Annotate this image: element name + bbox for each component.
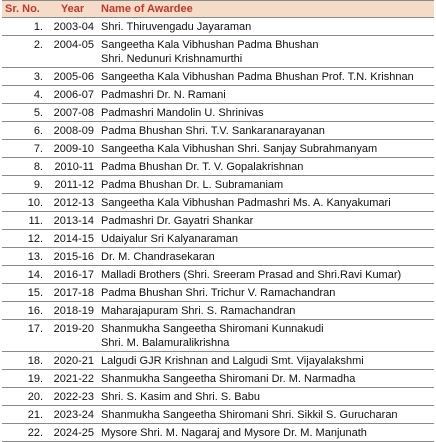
row-sr-no: 6.	[2, 122, 47, 140]
table-row	[2, 68, 434, 86]
row-sr-no: 9.	[2, 176, 47, 194]
row-awardee-name	[98, 104, 434, 122]
awardee-name-line: Shri. S. Kasim and Shri. S. Babu	[101, 390, 260, 403]
awardee-name-line: Shri. Thiruvengadu Jayaraman	[101, 20, 252, 33]
header-sr-no: Sr. No.	[2, 1, 47, 18]
table-body	[2, 18, 434, 442]
awardee-name-line: Sangeetha Kala Vibhushan Padma Bhushan	[101, 38, 319, 51]
row-year: 2003-04	[47, 18, 98, 36]
row-awardee-name	[98, 352, 434, 370]
row-sr-no: 2.	[2, 36, 47, 68]
row-year: 2008-09	[47, 122, 98, 140]
row-year: 2009-10	[47, 140, 98, 158]
header-name-of-awardee: Name of Awardee	[98, 1, 434, 18]
row-year: 2018-19	[47, 302, 98, 320]
awardee-name-line: Shri. Nedunuri Krishnamurthi	[101, 52, 243, 65]
row-year: 2023-24	[47, 406, 98, 424]
row-year: 2024-25	[47, 424, 98, 442]
row-awardee-name	[98, 176, 434, 194]
row-awardee-name	[98, 158, 434, 176]
row-awardee-name	[98, 122, 434, 140]
awardee-name-line: Padmashri Dr. Gayatri Shankar	[101, 214, 254, 227]
awardee-name-line: Padma Bhushan Dr. L. Subramaniam	[101, 178, 284, 191]
row-sr-no: 18.	[2, 352, 47, 370]
awardee-name-line: Udaiyalur Sri Kalyanaraman	[101, 232, 238, 245]
awardee-name-line: Sangeetha Kala Vibhushan Padmashri Ms. A. Kanyakumari	[101, 196, 391, 209]
row-awardee-name	[98, 370, 434, 388]
row-awardee-name	[98, 68, 434, 86]
table-row	[2, 36, 434, 68]
table-row	[2, 302, 434, 320]
row-sr-no: 17.	[2, 320, 47, 352]
row-year: 2015-16	[47, 248, 98, 266]
table-row	[2, 388, 434, 406]
row-awardee-name	[98, 86, 434, 104]
table-row	[2, 424, 434, 442]
row-year: 2005-06	[47, 68, 98, 86]
row-year: 2016-17	[47, 266, 98, 284]
awardee-name-line: Lalgudi GJR Krishnan and Lalgudi Smt. Vijayalakshmi	[101, 354, 364, 367]
row-sr-no: 15.	[2, 284, 47, 302]
row-awardee-name	[98, 284, 434, 302]
row-year: 2017-18	[47, 284, 98, 302]
row-sr-no: 16.	[2, 302, 47, 320]
row-awardee-name	[98, 320, 434, 352]
row-awardee-name	[98, 140, 434, 158]
awardee-name-line: Shanmukha Sangeetha Shiromani Kunnakudi	[101, 322, 324, 335]
row-year: 2020-21	[47, 352, 98, 370]
row-year: 2004-05	[47, 36, 98, 68]
row-awardee-name	[98, 18, 434, 36]
table-row	[2, 140, 434, 158]
row-sr-no: 8.	[2, 158, 47, 176]
awardee-name-line: Padma Bhushan Dr. T. V. Gopalakrishnan	[101, 160, 304, 173]
header-year: Year	[47, 1, 98, 18]
awardees-table	[2, 0, 434, 442]
row-sr-no: 22.	[2, 424, 47, 442]
row-awardee-name	[98, 388, 434, 406]
table-row	[2, 194, 434, 212]
row-sr-no: 20.	[2, 388, 47, 406]
row-awardee-name	[98, 248, 434, 266]
awardee-name-line: Padmashri Mandolin U. Shrinivas	[101, 106, 264, 119]
awardee-name-line: Malladi Brothers (Shri. Sreeram Prasad and Shri.Ravi Kumar)	[101, 268, 402, 281]
awardee-name-line: Shanmukha Sangeetha Shiromani Shri. Sikkil S. Gurucharan	[101, 408, 398, 421]
table-row	[2, 104, 434, 122]
row-sr-no: 1.	[2, 18, 47, 36]
row-year: 2012-13	[47, 194, 98, 212]
table-row	[2, 18, 434, 36]
table-row	[2, 212, 434, 230]
row-year: 2019-20	[47, 320, 98, 352]
row-sr-no: 11.	[2, 212, 47, 230]
row-awardee-name	[98, 36, 434, 68]
row-year: 2010-11	[47, 158, 98, 176]
table-row	[2, 158, 434, 176]
row-sr-no: 4.	[2, 86, 47, 104]
table-row	[2, 406, 434, 424]
table-row	[2, 122, 434, 140]
table-row	[2, 176, 434, 194]
row-sr-no: 12.	[2, 230, 47, 248]
awardee-name-line: Shri. M. Balamuralikrishna	[101, 336, 230, 349]
table-row	[2, 266, 434, 284]
row-year: 2011-12	[47, 176, 98, 194]
row-year: 2014-15	[47, 230, 98, 248]
awardee-name-line: Mysore Shri. M. Nagaraj and Mysore Dr. M. Manjunath	[101, 426, 367, 439]
table-row	[2, 248, 434, 266]
row-sr-no: 19.	[2, 370, 47, 388]
row-year: 2021-22	[47, 370, 98, 388]
awardee-name-line: Padmashri Dr. N. Ramani	[101, 88, 226, 101]
awardee-name-line: Dr. M. Chandrasekaran	[101, 250, 215, 263]
awardee-name-line: Shanmukha Sangeetha Shiromani Dr. M. Narmadha	[101, 372, 356, 385]
row-sr-no: 21.	[2, 406, 47, 424]
row-awardee-name	[98, 194, 434, 212]
row-awardee-name	[98, 230, 434, 248]
row-sr-no: 14.	[2, 266, 47, 284]
row-sr-no: 5.	[2, 104, 47, 122]
row-year: 2022-23	[47, 388, 98, 406]
table-row	[2, 320, 434, 352]
row-year: 2007-08	[47, 104, 98, 122]
table-header	[2, 1, 434, 18]
row-sr-no: 10.	[2, 194, 47, 212]
row-awardee-name	[98, 424, 434, 442]
table-row	[2, 284, 434, 302]
row-sr-no: 13.	[2, 248, 47, 266]
row-awardee-name	[98, 212, 434, 230]
table-row	[2, 86, 434, 104]
row-awardee-name	[98, 302, 434, 320]
row-awardee-name	[98, 266, 434, 284]
awardee-name-line: Padma Bhushan Shri. Trichur V. Ramachandran	[101, 286, 336, 299]
table-row	[2, 370, 434, 388]
row-sr-no: 3.	[2, 68, 47, 86]
row-awardee-name	[98, 406, 434, 424]
awardee-name-line: Maharajapuram Shri. S. Ramachandran	[101, 304, 296, 317]
row-sr-no: 7.	[2, 140, 47, 158]
row-year: 2013-14	[47, 212, 98, 230]
table-row	[2, 230, 434, 248]
row-year: 2006-07	[47, 86, 98, 104]
awardee-name-line: Sangeetha Kala Vibhushan Shri. Sanjay Subrahmanyam	[101, 142, 378, 155]
table-row	[2, 352, 434, 370]
awardee-name-line: Sangeetha Kala Vibhushan Padma Bhushan Prof. T.N. Krishnan	[101, 70, 414, 83]
awardee-name-line: Padma Bhushan Shri. T.V. Sankaranarayanan	[101, 124, 325, 137]
